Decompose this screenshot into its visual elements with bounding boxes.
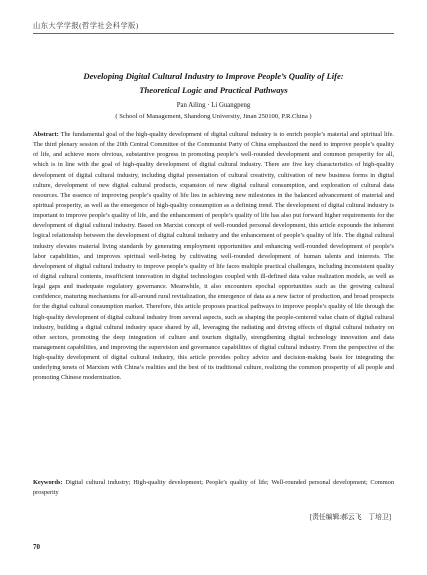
running-head: 山东大学学报(哲学社会科学版)	[33, 22, 139, 30]
keywords	[33, 478, 394, 498]
title-line-2: Theoretical Logic and Practical Pathways	[139, 84, 288, 95]
editor-note: [责任编辑:郝云飞 丁培卫]	[309, 514, 391, 521]
title-line-1: Developing Digital Cultural Industry to Improve People’s Quality of Life:	[83, 71, 344, 81]
article-title	[40, 70, 387, 97]
abstract-text: The fundamental goal of the high-quality development of digital cultural industry is to enrich people’s material and spiritual life. The third plenary session of the 20th Central Committee of the Communist Party of China emphasized the need to improve people’s quality of life, and achieve more obvious, substantive progress in promoting people’s well-rounded development and common prosperity for all, which is in line with the goal of high-quality development of digital cultural industry. There are five key characteristics of high-quality development of digital cultural industry, including digital presentation of cultural creativity, cultivation of new business forms in digital culture, development of new digital cultural products, expansion of new digital cultural consumption, and exploration of cultural data resources. The essence of improving people’s quality of life lies in achieving new milestones in the balanced advancement of material and spiritual prosperity, as well as the emergence of high-quality consumption as a defining trend. The development of digital cultural industry is important to improve people’s quality of life, and the enhancement of people’s quality of life has also put forward higher requirements for the development of digital cultural industry. Based on Marxist concept of well-rounded personal development, this article expounds the inherent logical relationship between the development of digital cultural industry and the enhancement of people’s quality of life. The digital cultural industry elevates material living standards by generating employment opportunities and enhancing well-rounded development of people’s labor capabilities, and improves spiritual well-being by cultivating well-rounded development of human talents and interests. The development of digital cultural industry to improve people’s quality of life faces multiple practical challenges, including inconsistent quality of digital cultural contents, insufficient innovation in digital technologies coupled with ill-defined data value realization models, as well as legal gaps and inadequate regulatory governance. Meanwhile, it also encounters epochal opportunities such as the growing cultural confidence, maturing mechanisms for all-around rural revitalization, the emergence of data as a new factor of production, and broad prospects for the digital cultural consumption market. Therefore, this article proposes practical pathways to improve people’s quality of life through the high-quality development of digital cultural industry from several aspects, such as shaping the people-centered value chain of digital cultural industry, building a digital cultural industry space shared by all, leveraging the radiating and driving effects of digital cultural industry on other sectors, promoting the deep integration of culture and tourism digitally, strengthening digital technology innovation and data management capabilities, and improving the supervision and governance capabilities of digital cultural industry. From the perspective of the high-quality development of digital cultural industry, this article provides policy advice and decision-making basis for integrating the underlying tenets of Marxism with China’s realities and the best of its traditional culture, realizing the common prosperity of all people and promoting Chinese modernization.	[33, 131, 394, 382]
header-rule	[33, 33, 394, 34]
keywords-text: Digital cultural industry; High-quality development; People’s quality of life; Well-rounded personal development; Common prosperity	[33, 479, 394, 497]
authors: Pan Ailing · Li Guangpeng	[176, 102, 251, 109]
affiliation: ( School of Management, Shandong University, Jinan 250100, P.R.China )	[115, 113, 312, 120]
abstract-label: Abstract:	[33, 131, 59, 138]
keywords-label: Keywords:	[33, 479, 63, 486]
page-number: 70	[33, 543, 40, 551]
abstract	[33, 130, 394, 384]
